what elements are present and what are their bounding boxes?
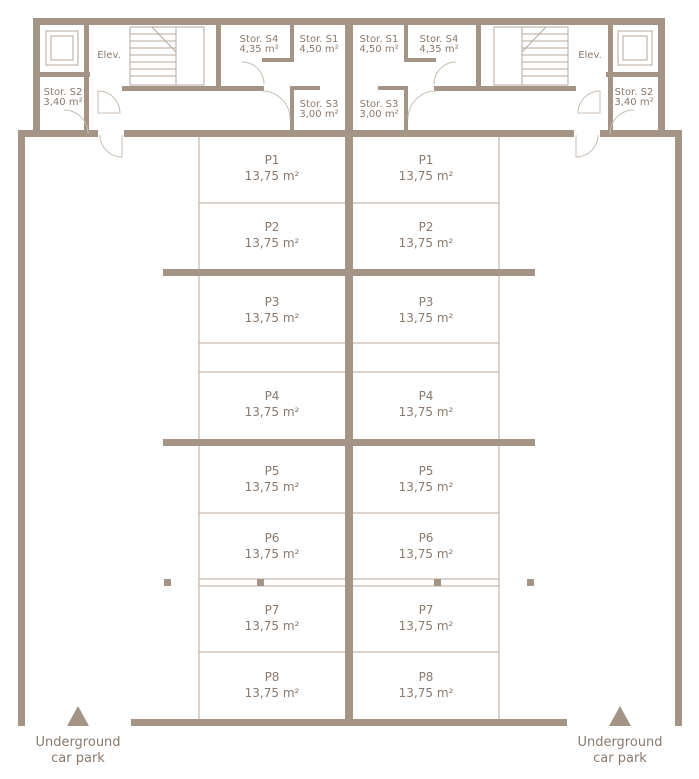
parking-left-p8-area: 13,75 m² [244, 686, 300, 700]
entrance-left-line1: Underground [35, 735, 121, 750]
wall-s4-s1-right [404, 25, 408, 61]
storage-s3-right-area: 3,00 m² [359, 109, 399, 120]
parking-right-p2-area: 13,75 m² [398, 236, 454, 250]
beam-upper [163, 269, 535, 276]
parking-right-p8-name: P8 [418, 670, 434, 684]
parking-right-p1-name: P1 [418, 153, 434, 167]
beam-lower [163, 439, 535, 446]
parking-left-p6-area: 13,75 m² [244, 547, 300, 561]
storage-s2-right-name: Stor. S2 [614, 87, 654, 98]
garage-wall-left [18, 130, 25, 726]
elevator-right-label: Elev. [578, 50, 602, 61]
parking-left-p5-area: 13,75 m² [244, 480, 300, 494]
wall-stairs-right-v [476, 25, 481, 89]
parking-right-p3-area: 13,75 m² [398, 311, 454, 325]
parking-left-p4-area: 13,75 m² [244, 405, 300, 419]
parking-left-p3-name: P3 [264, 295, 280, 309]
garage-wall-bottom [131, 719, 567, 726]
wall-elev-right-v [608, 25, 613, 133]
stairs-right [494, 27, 568, 85]
wall-s3-left-v [290, 86, 294, 132]
parking-left-p8-name: P8 [264, 670, 280, 684]
storage-s2-right-area: 3,40 m² [614, 97, 654, 108]
storage-s1-right-area: 4,50 m² [359, 44, 399, 55]
storage-s1-left-name: Stor. S1 [299, 34, 339, 45]
entrance-right-line2: car park [593, 751, 647, 766]
storage-s4-left-name: Stor. S4 [239, 34, 279, 45]
storage-s4-right-area: 4,35 m² [419, 44, 459, 55]
wall-stairs-right-h [434, 86, 576, 91]
wall-s4-bottom-left [262, 58, 294, 62]
wall-s2-left-h [40, 72, 90, 77]
parking-left-p4-name: P4 [264, 389, 280, 403]
storage-s1-right-name: Stor. S1 [359, 34, 399, 45]
parking-left-p1-name: P1 [264, 153, 280, 167]
elevator-left-label: Elev. [97, 50, 121, 61]
wall-s3-right-h [378, 86, 408, 90]
parking-left-p6-name: P6 [264, 531, 280, 545]
parking-right-p5-name: P5 [418, 464, 434, 478]
wall-elev-left-v [84, 25, 89, 133]
storage-s4-left-area: 4,35 m² [239, 44, 279, 55]
wall-s4-bottom-right [404, 58, 436, 62]
parking-right-p3-name: P3 [418, 295, 434, 309]
parking-left-p5-name: P5 [264, 464, 280, 478]
parking-right-p1-area: 13,75 m² [398, 169, 454, 183]
parking-right-p4-area: 13,75 m² [398, 405, 454, 419]
storage-s1-left-area: 4,50 m² [299, 44, 339, 55]
storage-s4-right-name: Stor. S4 [419, 34, 459, 45]
entrance-right-line1: Underground [577, 735, 663, 750]
entrance-arrow-right-icon [609, 706, 631, 726]
parking-left-p7-name: P7 [264, 603, 280, 617]
parking-right-p5-area: 13,75 m² [398, 480, 454, 494]
wall-stairs-left-h [122, 86, 264, 91]
storage-s3-right-name: Stor. S3 [359, 99, 399, 110]
wall-s4-s1-left [290, 25, 294, 61]
parking-left-p1-area: 13,75 m² [244, 169, 300, 183]
parking-right-p2-name: P2 [418, 220, 434, 234]
stairs-left [130, 27, 204, 85]
elevator-right-cabin [618, 31, 652, 65]
service-wall-right [658, 18, 665, 134]
parking-right-p6-area: 13,75 m² [398, 547, 454, 561]
parking-right-p7-name: P7 [418, 603, 434, 617]
central-wall [345, 18, 353, 720]
wall-s3-left-h [290, 86, 320, 90]
wall-stairs-left-v [216, 25, 221, 89]
wall-s2-right-h [606, 72, 658, 77]
wall-s3-right-v [404, 86, 408, 132]
service-wall-left [33, 18, 40, 134]
elevator-left-cabin [46, 31, 78, 65]
parking-right-p8-area: 13,75 m² [398, 686, 454, 700]
parking-left-p7-area: 13,75 m² [244, 619, 300, 633]
storage-s2-left-area: 3,40 m² [43, 97, 83, 108]
entrance-left-line2: car park [51, 751, 105, 766]
parking-right-p7-area: 13,75 m² [398, 619, 454, 633]
parking-left-p2-area: 13,75 m² [244, 236, 300, 250]
garage-wall-right [675, 130, 682, 726]
entrance-arrow-left-icon [67, 706, 89, 726]
storage-s3-left-name: Stor. S3 [299, 99, 339, 110]
parking-right-p4-name: P4 [418, 389, 434, 403]
parking-left-p3-area: 13,75 m² [244, 311, 300, 325]
parking-right-p6-name: P6 [418, 531, 434, 545]
storage-s3-left-area: 3,00 m² [299, 109, 339, 120]
storage-s2-left-name: Stor. S2 [43, 87, 83, 98]
parking-left-p2-name: P2 [264, 220, 280, 234]
